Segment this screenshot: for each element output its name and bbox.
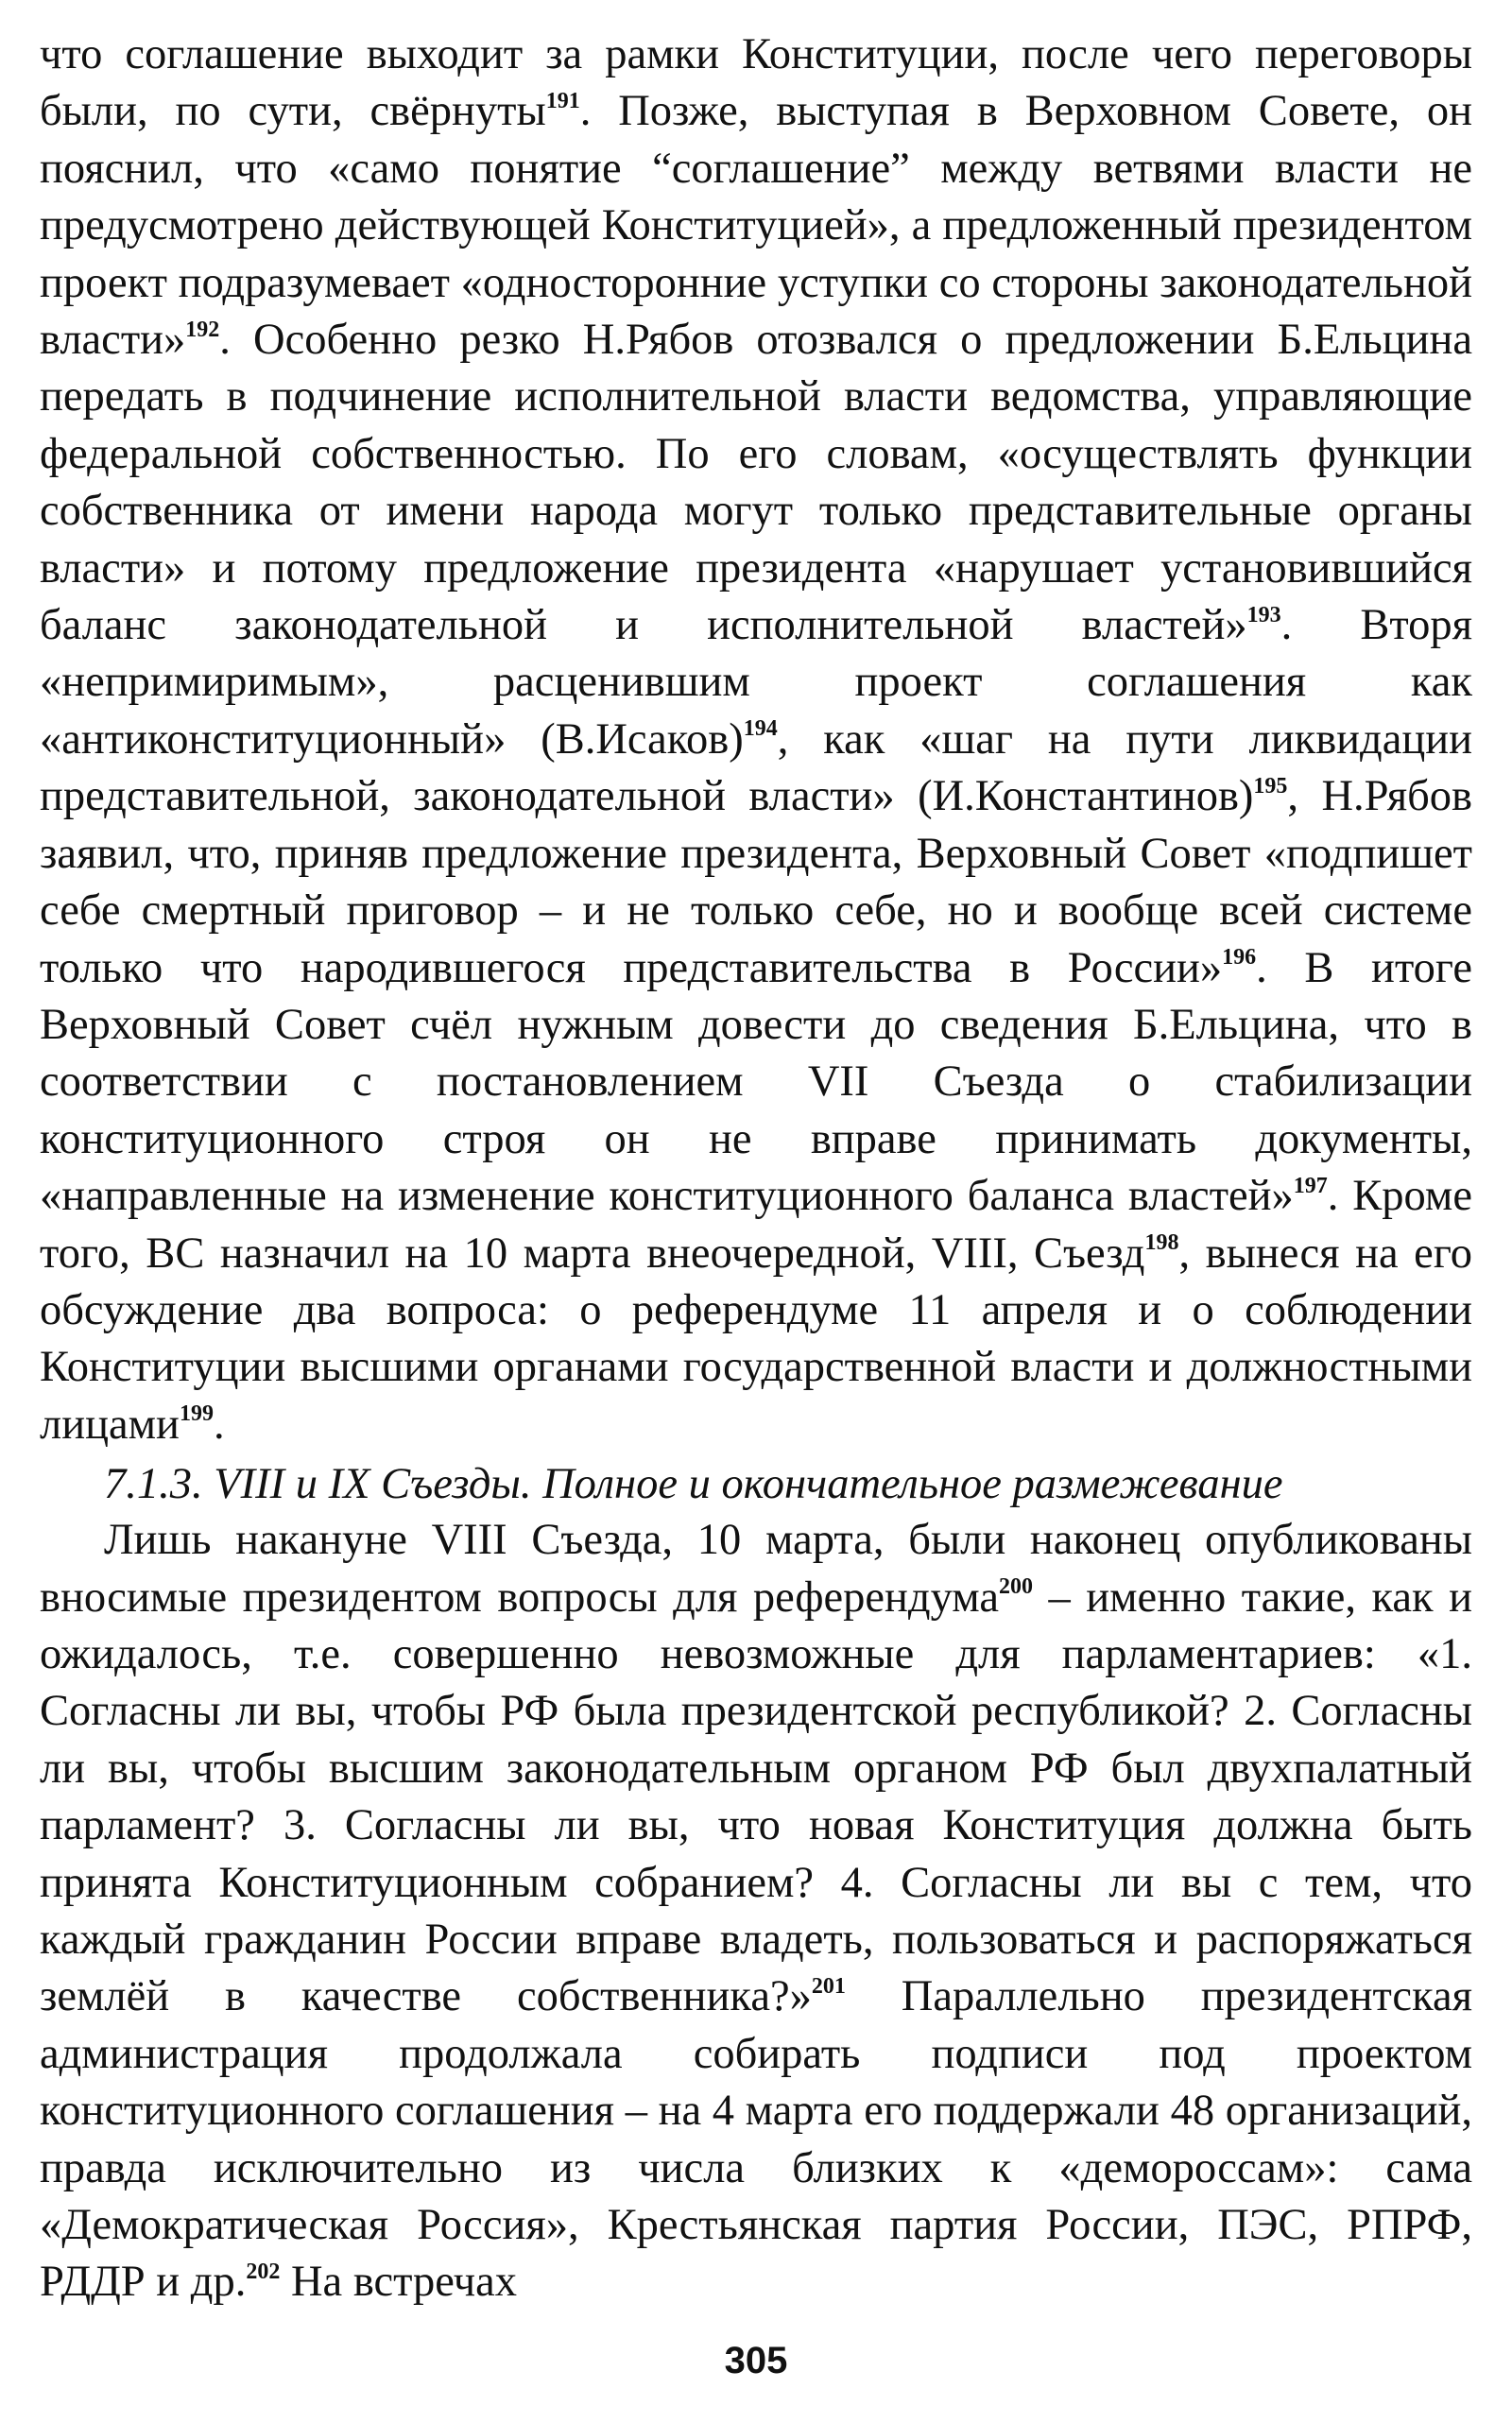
text-run: . Вторя «непримиримым», расценившим проект соглашения как «антиконституционный» (В.Исаков) xyxy=(40,601,1472,764)
paragraph-2 xyxy=(40,1512,1472,2311)
text-run: . В итоге Верховный Совет счёл нужным довести до сведения Б.Ельцина, что в соответствии с постановлением VII Съезда о стабилизации конституционного строя он не вправе принимать документы, «направленные на изменение конституционного баланса властей» xyxy=(40,943,1472,1221)
footnote-ref: 199 xyxy=(179,1401,214,1427)
footnote-ref: 193 xyxy=(1246,602,1281,627)
paragraph-1 xyxy=(40,26,1472,1453)
text-run: Лишь накануне VIII Съезда, 10 марта, были наконец опубликованы вносимые президентом вопросы для референдума xyxy=(40,1516,1472,1622)
text-run: . Кроме того, ВС назначил на 10 марта внеочередной, VIII, Съезд xyxy=(40,1172,1472,1278)
text-run: , вынеся на его обсуждение два вопроса: о референдуме 11 апреля и о соблюдении Конституции высшими органами государственной власти и должностными лицами xyxy=(40,1229,1472,1449)
text-run: . Особенно резко Н.Рябов отозвался о предложении Б.Ельцина передать в подчинение исполнительной власти ведомства, управляющие федеральной собственностью. По его словам, «осуществлять функции собственника от имени народа могут только представительные органы власти» и потому предложение президента «нарушает установившийся баланс законодательной и исполнительной властей» xyxy=(40,316,1472,650)
footnote-ref: 196 xyxy=(1222,945,1257,970)
footnote-ref: 194 xyxy=(743,716,778,742)
footnote-ref: 197 xyxy=(1293,1173,1328,1198)
text-run: что соглашение выходит за рамки Конституции, после чего переговоры были, по сути, свёрнуты xyxy=(40,30,1472,136)
text-run: , как «шаг на пути ликвидации представительной, законодательной власти» (И.Константинов) xyxy=(40,714,1472,821)
footnote-ref: 201 xyxy=(811,1973,846,1999)
text-run: . Позже, выступая в Верховном Совете, он пояснил, что «само понятие “соглашение” между ветвями власти не предусмотрено действующей Конституцией», а предложенный президентом проект подразумевает «односторонние уступки со стороны законодательной власти» xyxy=(40,87,1473,365)
page-body xyxy=(40,26,1472,2311)
footnote-ref: 198 xyxy=(1144,1230,1179,1256)
section-heading: 7.1.3. VIII и IX Съезды. Полное и окончательное размежевание xyxy=(104,1460,1283,1509)
text-run: – именно такие, как и ожидалось, т.е. совершенно невозможные для парламентариев: «1. Согласны ли вы, чтобы РФ была президентской республикой? 2. Согласны ли вы, чтобы высшим законодательным органом РФ был двухпалатный парламент? 3. Согласны ли вы, что новая Конституция должна быть принята Конституционным собранием? 4. Согласны ли вы с тем, что каждый гражданин России вправе владеть, пользоваться и распоряжаться землёй в качестве собственника?» xyxy=(40,1572,1472,2021)
text-run: . xyxy=(213,1400,225,1449)
footnote-ref: 202 xyxy=(246,2259,281,2284)
footnote-ref: 195 xyxy=(1253,773,1288,799)
page-number: 305 xyxy=(724,2340,788,2381)
text-run: Параллельно президентская администрация продолжала собирать подписи под проектом конституционного соглашения – на 4 марта его поддержали 48 организаций, правда исключительно из числа близких к «демороссам»: сама «Демократическая Россия», Крестьянская партия России, ПЭС, РПРФ, РДДР и др. xyxy=(40,1972,1472,2307)
footnote-ref: 191 xyxy=(545,88,580,113)
text-run: , Н.Рябов заявил, что, приняв предложение президента, Верховный Совет «подпишет себе смертный приговор – и не только себе, но и вообще всей системе только что народившегося представительства в России» xyxy=(40,772,1472,992)
text-run: На встречах xyxy=(280,2258,518,2307)
footnote-ref: 192 xyxy=(185,317,220,342)
footnote-ref: 200 xyxy=(998,1574,1033,1600)
